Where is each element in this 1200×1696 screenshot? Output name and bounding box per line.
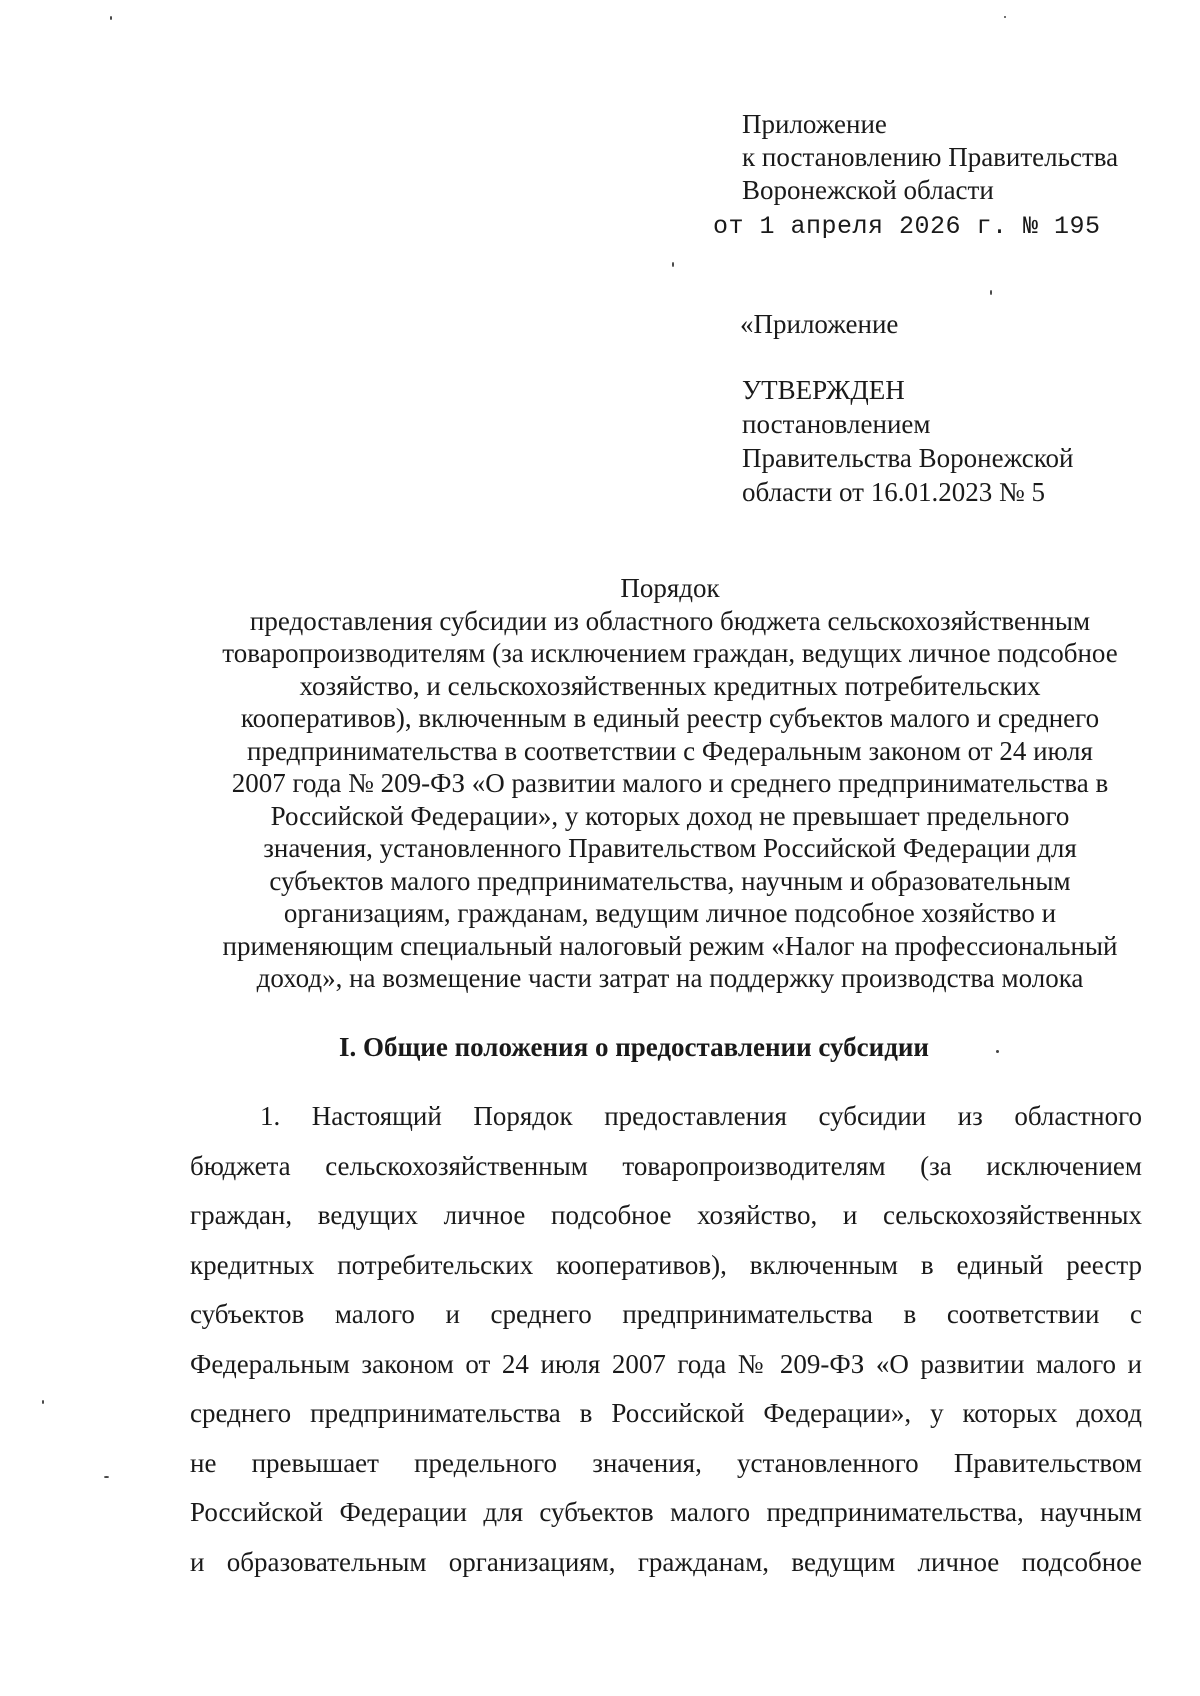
appendix-header-line: Воронежской области (742, 175, 994, 205)
approved-block (742, 373, 1073, 509)
body-line: граждан, ведущих личное подсобное хозяйство, и сельскохозяйственных (190, 1200, 1142, 1230)
approved-line: УТВЕРЖДЕН (742, 375, 905, 405)
section-heading: I. Общие положения о предоставлении субсидии (339, 1032, 929, 1062)
title-line: товаропроизводителям (за исключением граждан, ведущих личное подсобное (222, 638, 1118, 668)
title-line: Порядок (620, 573, 720, 603)
body-line: Федеральным законом от 24 июля 2007 года № 209-ФЗ «О развитии малого и (190, 1348, 1142, 1379)
scan-speck (104, 1476, 109, 1478)
body-line: и образовательным организациям, гражданам, ведущим личное подсобное (190, 1546, 1142, 1577)
appendix-header (742, 108, 1118, 207)
quoted-appendix-label: «Приложение (740, 309, 899, 339)
body-paragraph (190, 1092, 1142, 1587)
scan-speck (42, 1400, 44, 1404)
title-line: Российской Федерации», у которых доход не превышает предельного (270, 800, 1070, 831)
title-line: применяющим специальный налоговый режим «Налог на профессиональный (222, 930, 1118, 961)
scan-speck (990, 290, 992, 295)
appendix-header-line: к постановлению Правительства (742, 142, 1119, 172)
title-line: предпринимательства в соответствии с Федеральным законом от 24 июля (247, 735, 1093, 766)
title-line: кооперативов), включенным в единый реестр субъектов малого и среднего (240, 703, 1100, 733)
scan-speck (110, 16, 112, 20)
scan-speck (672, 262, 674, 267)
body-line: не превышает предельного значения, установленного Правительством (190, 1447, 1142, 1478)
resolution-date: от 1 апреля 2026 г. № 195 (713, 212, 1101, 241)
body-line: субъектов малого и среднего предпринимательства в соответствии с (190, 1299, 1142, 1329)
title-line: предоставления субсидии из областного бюджета сельскохозяйственным (249, 605, 1091, 636)
title-line: значения, установленного Правительством Российской Федерации для (263, 833, 1077, 863)
body-line: среднего предпринимательства в Российской Федерации», у которых доход (190, 1398, 1142, 1428)
title-line: хозяйство, и сельскохозяйственных кредитных потребительских (299, 670, 1041, 701)
body-line: кредитных потребительских кооперативов), включенным в единый реестр (190, 1249, 1142, 1280)
approved-line: области от 16.01.2023 № 5 (742, 477, 1045, 507)
scan-speck (996, 1050, 999, 1053)
scan-speck (1004, 16, 1006, 18)
approved-line: Правительства Воронежской (742, 443, 1074, 473)
body-line: бюджета сельскохозяйственным товаропроизводителям (за исключением (190, 1150, 1142, 1181)
title-line: организациям, гражданам, ведущим личное подсобное хозяйство и (283, 898, 1057, 928)
body-line: 1. Настоящий Порядок предоставления субсидии из областного (260, 1101, 1142, 1131)
title-line: доход», на возмещение части затрат на поддержку производства молока (256, 963, 1084, 993)
title-line: 2007 года № 209-ФЗ «О развитии малого и среднего предпринимательства в (231, 768, 1109, 798)
approved-line: постановлением (742, 409, 931, 439)
body-line: Российской Федерации для субъектов малого предпринимательства, научным (190, 1497, 1142, 1527)
title-line: субъектов малого предпринимательства, научным и образовательным (269, 865, 1071, 896)
document-title (170, 572, 1170, 995)
appendix-header-line: Приложение (742, 109, 887, 139)
